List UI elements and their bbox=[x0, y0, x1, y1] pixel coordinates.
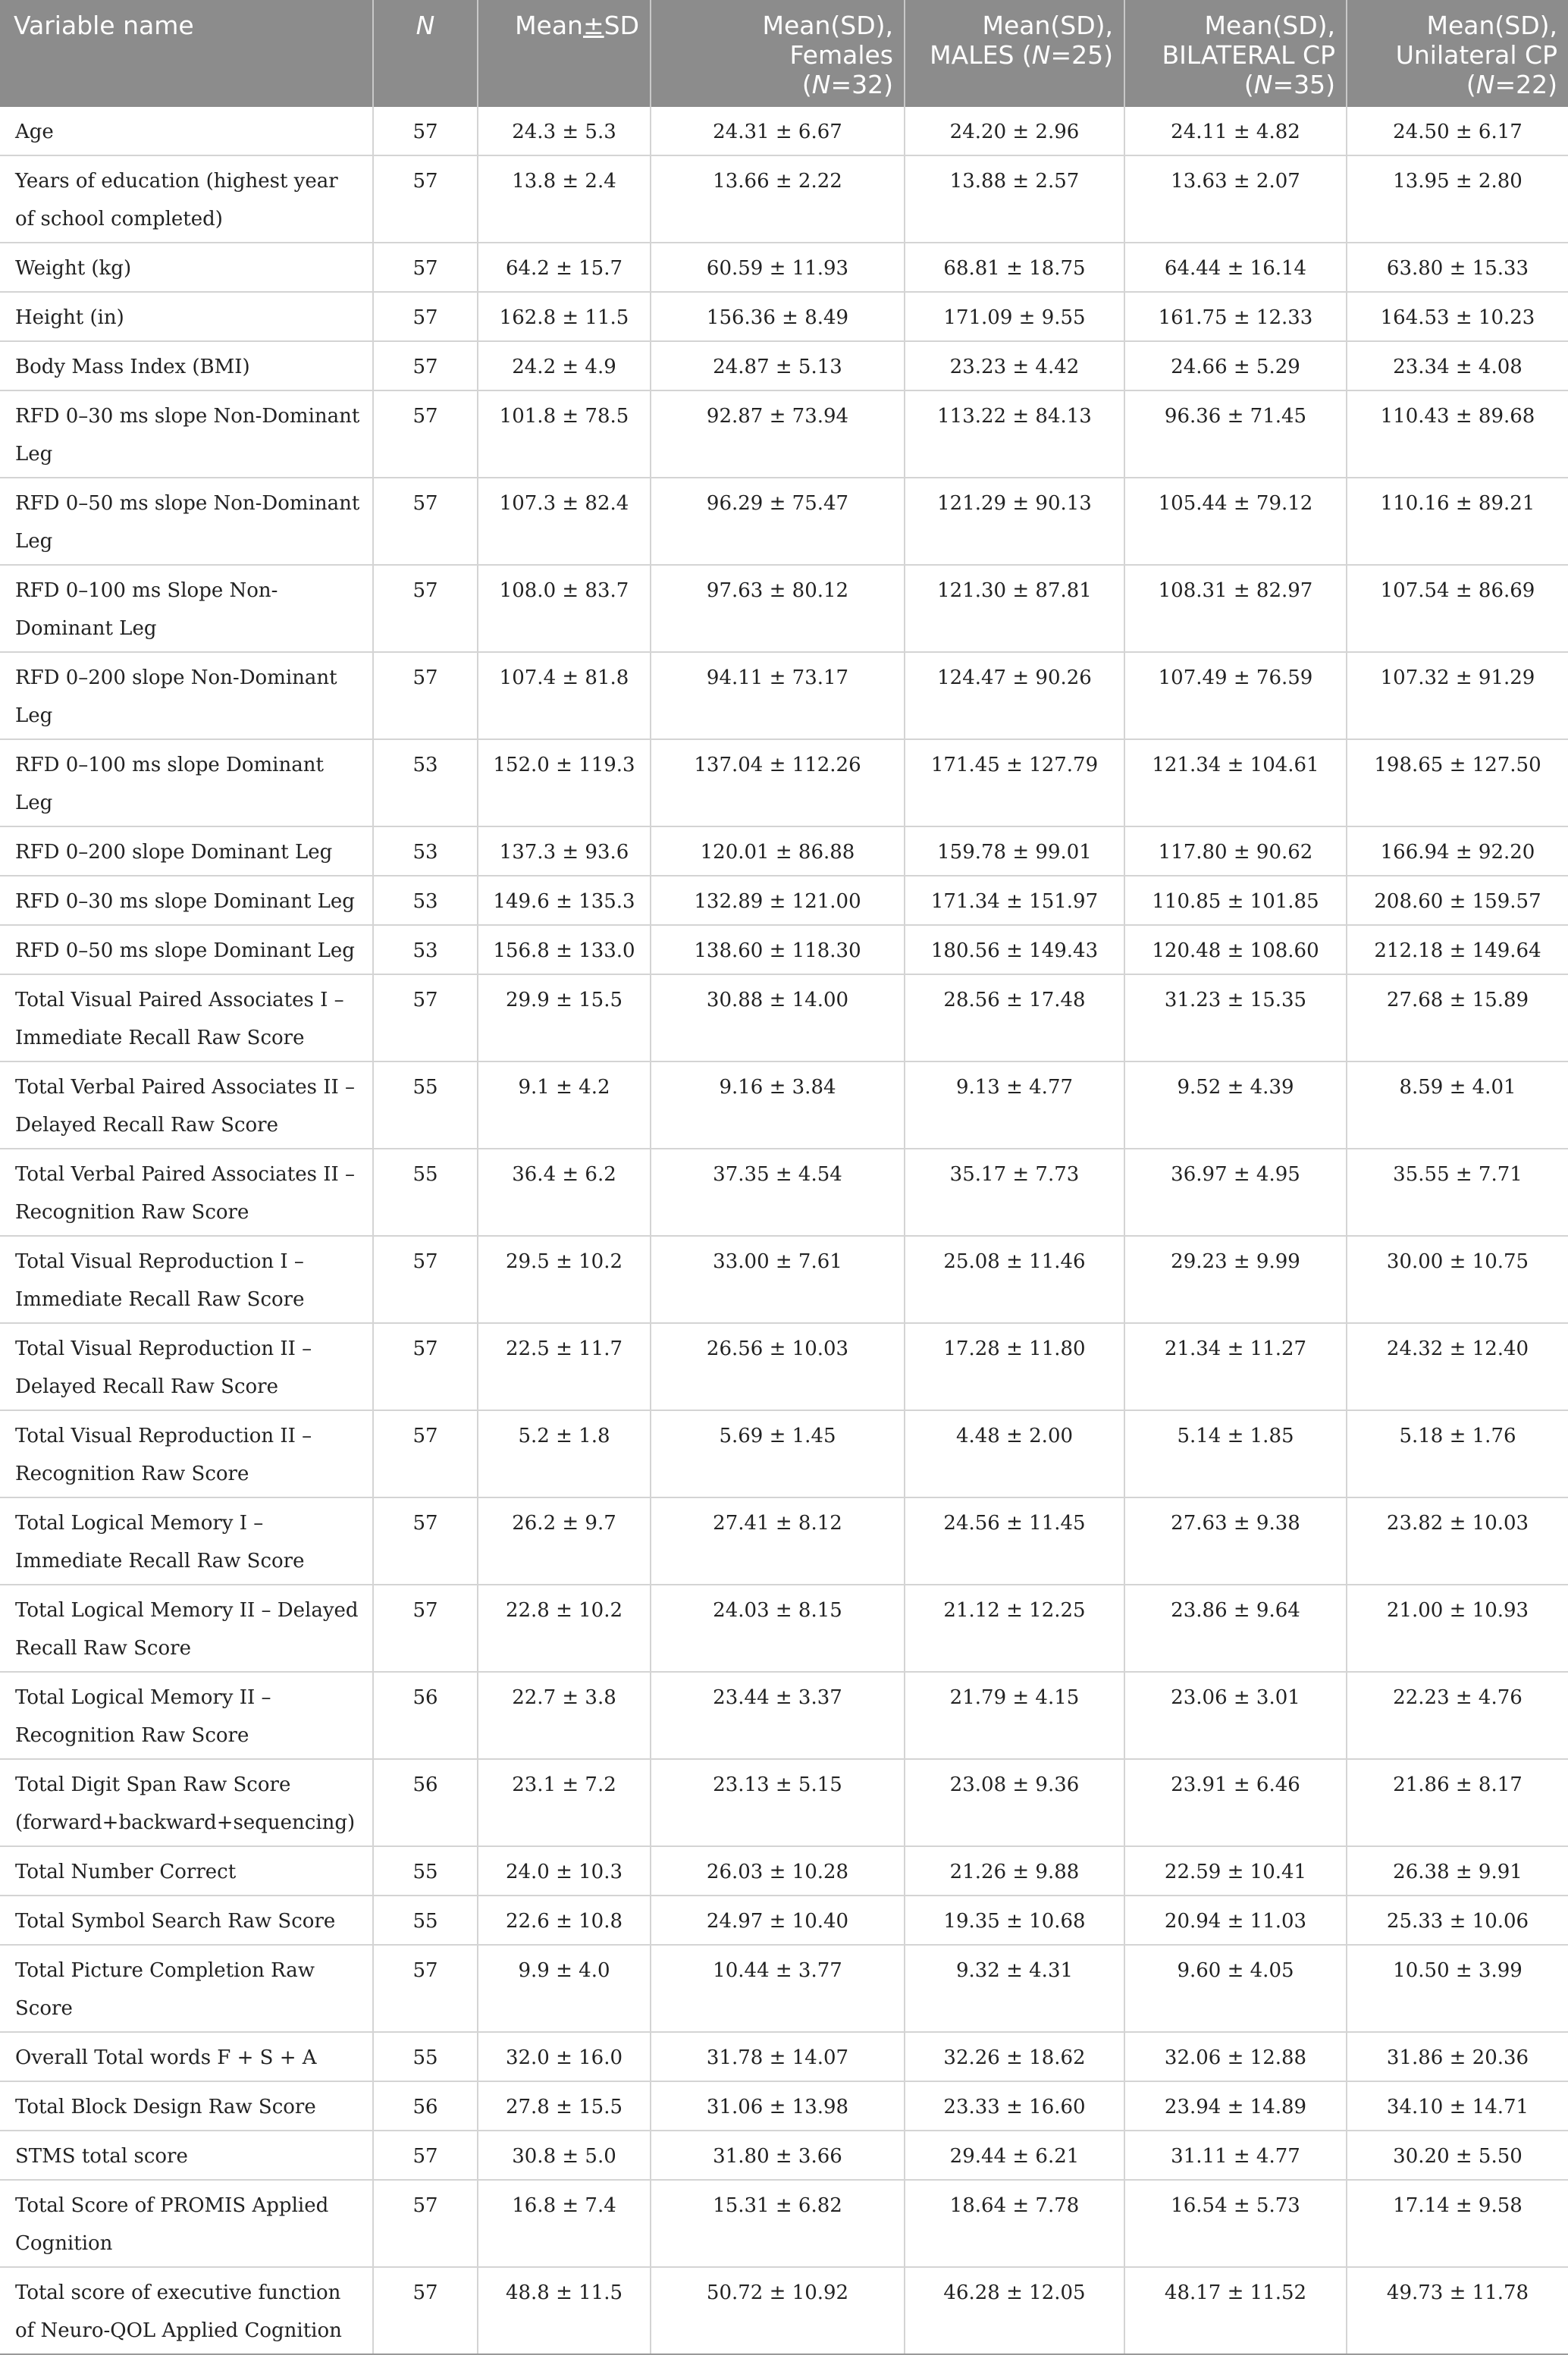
mean-sd-cell: 9.1 ± 4.2 bbox=[478, 1061, 651, 1149]
bilateral-cp-cell: 13.63 ± 2.07 bbox=[1124, 155, 1347, 243]
unilateral-cp-cell: 30.00 ± 10.75 bbox=[1347, 1236, 1568, 1323]
header-unilateral-line1: Mean(SD), bbox=[1426, 11, 1557, 40]
table-row bbox=[0, 1323, 1568, 1410]
n-cell: 57 bbox=[373, 2180, 478, 2267]
males-cell: 23.23 ± 4.42 bbox=[905, 341, 1124, 390]
variable-name-cell: Height (in) bbox=[0, 292, 373, 341]
mean-sd-cell: 9.9 ± 4.0 bbox=[478, 1945, 651, 2032]
mean-sd-cell: 22.6 ± 10.8 bbox=[478, 1896, 651, 1945]
unilateral-cp-cell: 23.34 ± 4.08 bbox=[1347, 341, 1568, 390]
unilateral-cp-cell: 31.86 ± 20.36 bbox=[1347, 2032, 1568, 2081]
n-cell: 57 bbox=[373, 2131, 478, 2180]
n-cell: 57 bbox=[373, 974, 478, 1061]
variable-name-cell: STMS total score bbox=[0, 2131, 373, 2180]
females-cell: 27.41 ± 8.12 bbox=[651, 1497, 905, 1585]
unilateral-cp-cell: 8.59 ± 4.01 bbox=[1347, 1061, 1568, 1149]
n-cell: 57 bbox=[373, 1410, 478, 1497]
n-cell: 57 bbox=[373, 292, 478, 341]
variable-name-cell: RFD 0–50 ms slope Dominant Leg bbox=[0, 925, 373, 974]
bilateral-cp-cell: 36.97 ± 4.95 bbox=[1124, 1149, 1347, 1236]
header-males bbox=[905, 0, 1124, 107]
mean-sd-cell: 107.4 ± 81.8 bbox=[478, 652, 651, 739]
males-cell: 171.09 ± 9.55 bbox=[905, 292, 1124, 341]
bilateral-cp-cell: 161.75 ± 12.33 bbox=[1124, 292, 1347, 341]
males-cell: 35.17 ± 7.73 bbox=[905, 1149, 1124, 1236]
bilateral-cp-cell: 9.60 ± 4.05 bbox=[1124, 1945, 1347, 2032]
header-females-line1: Mean(SD), bbox=[762, 11, 893, 40]
males-cell: 21.26 ± 9.88 bbox=[905, 1846, 1124, 1896]
mean-sd-cell: 27.8 ± 15.5 bbox=[478, 2081, 651, 2131]
females-cell: 15.31 ± 6.82 bbox=[651, 2180, 905, 2267]
table-row bbox=[0, 925, 1568, 974]
males-cell: 121.29 ± 90.13 bbox=[905, 478, 1124, 565]
unilateral-cp-cell: 49.73 ± 11.78 bbox=[1347, 2267, 1568, 2354]
variable-name-cell: Total Digit Span Raw Score (forward+backward+sequencing) bbox=[0, 1759, 373, 1846]
variable-name-cell: Years of education (highest year of school completed) bbox=[0, 155, 373, 243]
females-cell: 5.69 ± 1.45 bbox=[651, 1410, 905, 1497]
mean-sd-cell: 149.6 ± 135.3 bbox=[478, 876, 651, 925]
males-cell: 68.81 ± 18.75 bbox=[905, 243, 1124, 292]
males-cell: 23.08 ± 9.36 bbox=[905, 1759, 1124, 1846]
bilateral-cp-cell: 31.23 ± 15.35 bbox=[1124, 974, 1347, 1061]
mean-sd-cell: 64.2 ± 15.7 bbox=[478, 243, 651, 292]
females-cell: 31.78 ± 14.07 bbox=[651, 2032, 905, 2081]
table-row bbox=[0, 243, 1568, 292]
n-cell: 57 bbox=[373, 243, 478, 292]
header-variable-name-text: Variable name bbox=[14, 11, 194, 40]
n-cell: 57 bbox=[373, 155, 478, 243]
males-cell: 18.64 ± 7.78 bbox=[905, 2180, 1124, 2267]
mean-sd-cell: 26.2 ± 9.7 bbox=[478, 1497, 651, 1585]
n-cell: 57 bbox=[373, 652, 478, 739]
table-row bbox=[0, 652, 1568, 739]
males-cell: 171.34 ± 151.97 bbox=[905, 876, 1124, 925]
males-cell: 121.30 ± 87.81 bbox=[905, 565, 1124, 652]
bilateral-cp-cell: 5.14 ± 1.85 bbox=[1124, 1410, 1347, 1497]
header-bilateral-line1: Mean(SD), bbox=[1204, 11, 1335, 40]
unilateral-cp-cell: 26.38 ± 9.91 bbox=[1347, 1846, 1568, 1896]
mean-sd-cell: 30.8 ± 5.0 bbox=[478, 2131, 651, 2180]
males-cell: 17.28 ± 11.80 bbox=[905, 1323, 1124, 1410]
unilateral-cp-cell: 21.86 ± 8.17 bbox=[1347, 1759, 1568, 1846]
header-females-line2: Females bbox=[789, 40, 893, 70]
females-cell: 13.66 ± 2.22 bbox=[651, 155, 905, 243]
males-cell: 4.48 ± 2.00 bbox=[905, 1410, 1124, 1497]
unilateral-cp-cell: 110.16 ± 89.21 bbox=[1347, 478, 1568, 565]
mean-sd-cell: 13.8 ± 2.4 bbox=[478, 155, 651, 243]
mean-sd-cell: 5.2 ± 1.8 bbox=[478, 1410, 651, 1497]
table-body bbox=[0, 107, 1568, 2354]
unilateral-cp-cell: 212.18 ± 149.64 bbox=[1347, 925, 1568, 974]
mean-sd-cell: 137.3 ± 93.6 bbox=[478, 826, 651, 876]
males-cell: 21.79 ± 4.15 bbox=[905, 1672, 1124, 1759]
unilateral-cp-cell: 34.10 ± 14.71 bbox=[1347, 2081, 1568, 2131]
mean-sd-cell: 152.0 ± 119.3 bbox=[478, 739, 651, 826]
males-cell: 46.28 ± 12.05 bbox=[905, 2267, 1124, 2354]
n-cell: 55 bbox=[373, 1896, 478, 1945]
mean-sd-cell: 48.8 ± 11.5 bbox=[478, 2267, 651, 2354]
variable-name-cell: Total Visual Reproduction II – Delayed Recall Raw Score bbox=[0, 1323, 373, 1410]
mean-sd-cell: 22.7 ± 3.8 bbox=[478, 1672, 651, 1759]
unilateral-cp-cell: 27.68 ± 15.89 bbox=[1347, 974, 1568, 1061]
table-row bbox=[0, 739, 1568, 826]
unilateral-cp-cell: 24.50 ± 6.17 bbox=[1347, 107, 1568, 155]
table-row bbox=[0, 155, 1568, 243]
females-cell: 156.36 ± 8.49 bbox=[651, 292, 905, 341]
variable-name-cell: Age bbox=[0, 107, 373, 155]
females-cell: 24.87 ± 5.13 bbox=[651, 341, 905, 390]
header-sd-text: SD bbox=[604, 11, 639, 40]
bilateral-cp-cell: 23.94 ± 14.89 bbox=[1124, 2081, 1347, 2131]
table-row bbox=[0, 292, 1568, 341]
n-cell: 55 bbox=[373, 1061, 478, 1149]
variable-name-cell: Total Visual Reproduction II – Recognition Raw Score bbox=[0, 1410, 373, 1497]
bilateral-cp-cell: 96.36 ± 71.45 bbox=[1124, 390, 1347, 478]
table-row bbox=[0, 2180, 1568, 2267]
header-bilateral-n: N bbox=[1253, 70, 1273, 99]
header-unilateral-paren: ( bbox=[1466, 70, 1476, 99]
n-cell: 55 bbox=[373, 2032, 478, 2081]
table-row bbox=[0, 565, 1568, 652]
table-row bbox=[0, 1497, 1568, 1585]
n-cell: 57 bbox=[373, 565, 478, 652]
n-cell: 53 bbox=[373, 826, 478, 876]
header-bilateral-paren: ( bbox=[1243, 70, 1254, 99]
table-row bbox=[0, 1672, 1568, 1759]
bilateral-cp-cell: 23.91 ± 6.46 bbox=[1124, 1759, 1347, 1846]
males-cell: 113.22 ± 84.13 bbox=[905, 390, 1124, 478]
variable-name-cell: Overall Total words F + S + A bbox=[0, 2032, 373, 2081]
males-cell: 29.44 ± 6.21 bbox=[905, 2131, 1124, 2180]
header-n-text: N bbox=[416, 11, 435, 40]
variable-name-cell: Total Symbol Search Raw Score bbox=[0, 1896, 373, 1945]
table-row bbox=[0, 1759, 1568, 1846]
table-row bbox=[0, 1945, 1568, 2032]
mean-sd-cell: 108.0 ± 83.7 bbox=[478, 565, 651, 652]
header-row bbox=[0, 0, 1568, 107]
n-cell: 55 bbox=[373, 1149, 478, 1236]
variable-name-cell: Total Logical Memory I – Immediate Recall Raw Score bbox=[0, 1497, 373, 1585]
females-cell: 132.89 ± 121.00 bbox=[651, 876, 905, 925]
females-cell: 138.60 ± 118.30 bbox=[651, 925, 905, 974]
females-cell: 31.80 ± 3.66 bbox=[651, 2131, 905, 2180]
table-row bbox=[0, 826, 1568, 876]
n-cell: 55 bbox=[373, 1846, 478, 1896]
mean-sd-cell: 22.5 ± 11.7 bbox=[478, 1323, 651, 1410]
mean-sd-cell: 24.3 ± 5.3 bbox=[478, 107, 651, 155]
n-cell: 57 bbox=[373, 107, 478, 155]
unilateral-cp-cell: 30.20 ± 5.50 bbox=[1347, 2131, 1568, 2180]
mean-sd-cell: 24.0 ± 10.3 bbox=[478, 1846, 651, 1896]
unilateral-cp-cell: 107.54 ± 86.69 bbox=[1347, 565, 1568, 652]
males-cell: 9.13 ± 4.77 bbox=[905, 1061, 1124, 1149]
unilateral-cp-cell: 22.23 ± 4.76 bbox=[1347, 1672, 1568, 1759]
n-cell: 57 bbox=[373, 2267, 478, 2354]
n-cell: 57 bbox=[373, 478, 478, 565]
unilateral-cp-cell: 63.80 ± 15.33 bbox=[1347, 243, 1568, 292]
mean-sd-cell: 156.8 ± 133.0 bbox=[478, 925, 651, 974]
bilateral-cp-cell: 117.80 ± 90.62 bbox=[1124, 826, 1347, 876]
header-unilateral-cp bbox=[1347, 0, 1568, 107]
header-unilateral-count: =22) bbox=[1494, 70, 1557, 99]
males-cell: 19.35 ± 10.68 bbox=[905, 1896, 1124, 1945]
males-cell: 180.56 ± 149.43 bbox=[905, 925, 1124, 974]
males-cell: 159.78 ± 99.01 bbox=[905, 826, 1124, 876]
variable-name-cell: Weight (kg) bbox=[0, 243, 373, 292]
variable-name-cell: Total Logical Memory II – Recognition Raw Score bbox=[0, 1672, 373, 1759]
table-row bbox=[0, 2267, 1568, 2354]
males-cell: 13.88 ± 2.57 bbox=[905, 155, 1124, 243]
unilateral-cp-cell: 164.53 ± 10.23 bbox=[1347, 292, 1568, 341]
females-cell: 26.03 ± 10.28 bbox=[651, 1846, 905, 1896]
variable-name-cell: Total Picture Completion Raw Score bbox=[0, 1945, 373, 2032]
females-cell: 37.35 ± 4.54 bbox=[651, 1149, 905, 1236]
females-cell: 50.72 ± 10.92 bbox=[651, 2267, 905, 2354]
bilateral-cp-cell: 48.17 ± 11.52 bbox=[1124, 2267, 1347, 2354]
header-unilateral-n: N bbox=[1475, 70, 1495, 99]
header-males-count: =25) bbox=[1050, 40, 1113, 70]
variable-name-cell: RFD 0–30 ms slope Non-Dominant Leg bbox=[0, 390, 373, 478]
females-cell: 137.04 ± 112.26 bbox=[651, 739, 905, 826]
header-variable-name bbox=[0, 0, 373, 107]
mean-sd-cell: 36.4 ± 6.2 bbox=[478, 1149, 651, 1236]
unilateral-cp-cell: 21.00 ± 10.93 bbox=[1347, 1585, 1568, 1672]
females-cell: 120.01 ± 86.88 bbox=[651, 826, 905, 876]
table-row bbox=[0, 1149, 1568, 1236]
bilateral-cp-cell: 108.31 ± 82.97 bbox=[1124, 565, 1347, 652]
variable-name-cell: Total score of executive function of Neuro-QOL Applied Cognition bbox=[0, 2267, 373, 2354]
females-cell: 60.59 ± 11.93 bbox=[651, 243, 905, 292]
header-males-n: N bbox=[1031, 40, 1051, 70]
variable-name-cell: Total Score of PROMIS Applied Cognition bbox=[0, 2180, 373, 2267]
table-row bbox=[0, 1846, 1568, 1896]
header-females-n: N bbox=[811, 70, 831, 99]
table-row bbox=[0, 1061, 1568, 1149]
bilateral-cp-cell: 120.48 ± 108.60 bbox=[1124, 925, 1347, 974]
males-cell: 21.12 ± 12.25 bbox=[905, 1585, 1124, 1672]
n-cell: 56 bbox=[373, 2081, 478, 2131]
unilateral-cp-cell: 110.43 ± 89.68 bbox=[1347, 390, 1568, 478]
bilateral-cp-cell: 21.34 ± 11.27 bbox=[1124, 1323, 1347, 1410]
header-n bbox=[373, 0, 478, 107]
females-cell: 26.56 ± 10.03 bbox=[651, 1323, 905, 1410]
females-cell: 30.88 ± 14.00 bbox=[651, 974, 905, 1061]
n-cell: 57 bbox=[373, 390, 478, 478]
bilateral-cp-cell: 31.11 ± 4.77 bbox=[1124, 2131, 1347, 2180]
variable-name-cell: RFD 0–200 slope Dominant Leg bbox=[0, 826, 373, 876]
bilateral-cp-cell: 9.52 ± 4.39 bbox=[1124, 1061, 1347, 1149]
bilateral-cp-cell: 29.23 ± 9.99 bbox=[1124, 1236, 1347, 1323]
header-males-label: MALES ( bbox=[930, 40, 1032, 70]
males-cell: 28.56 ± 17.48 bbox=[905, 974, 1124, 1061]
mean-sd-cell: 101.8 ± 78.5 bbox=[478, 390, 651, 478]
variable-name-cell: RFD 0–50 ms slope Non-Dominant Leg bbox=[0, 478, 373, 565]
males-cell: 25.08 ± 11.46 bbox=[905, 1236, 1124, 1323]
mean-sd-cell: 22.8 ± 10.2 bbox=[478, 1585, 651, 1672]
n-cell: 53 bbox=[373, 925, 478, 974]
mean-sd-cell: 162.8 ± 11.5 bbox=[478, 292, 651, 341]
n-cell: 53 bbox=[373, 876, 478, 925]
males-cell: 124.47 ± 90.26 bbox=[905, 652, 1124, 739]
males-cell: 9.32 ± 4.31 bbox=[905, 1945, 1124, 2032]
unilateral-cp-cell: 25.33 ± 10.06 bbox=[1347, 1896, 1568, 1945]
table-row bbox=[0, 1236, 1568, 1323]
n-cell: 57 bbox=[373, 1585, 478, 1672]
mean-sd-cell: 29.5 ± 10.2 bbox=[478, 1236, 651, 1323]
males-cell: 24.20 ± 2.96 bbox=[905, 107, 1124, 155]
header-unilateral-line2: Unilateral CP bbox=[1395, 40, 1557, 70]
n-cell: 56 bbox=[373, 1672, 478, 1759]
males-cell: 171.45 ± 127.79 bbox=[905, 739, 1124, 826]
variable-name-cell: Total Block Design Raw Score bbox=[0, 2081, 373, 2131]
females-cell: 23.13 ± 5.15 bbox=[651, 1759, 905, 1846]
mean-sd-cell: 23.1 ± 7.2 bbox=[478, 1759, 651, 1846]
bilateral-cp-cell: 22.59 ± 10.41 bbox=[1124, 1846, 1347, 1896]
unilateral-cp-cell: 107.32 ± 91.29 bbox=[1347, 652, 1568, 739]
males-cell: 32.26 ± 18.62 bbox=[905, 2032, 1124, 2081]
unilateral-cp-cell: 13.95 ± 2.80 bbox=[1347, 155, 1568, 243]
variable-name-cell: Total Logical Memory II – Delayed Recall Raw Score bbox=[0, 1585, 373, 1672]
females-cell: 10.44 ± 3.77 bbox=[651, 1945, 905, 2032]
unilateral-cp-cell: 35.55 ± 7.71 bbox=[1347, 1149, 1568, 1236]
variable-name-cell: Total Visual Paired Associates I – Immediate Recall Raw Score bbox=[0, 974, 373, 1061]
bilateral-cp-cell: 16.54 ± 5.73 bbox=[1124, 2180, 1347, 2267]
header-males-line1: Mean(SD), bbox=[982, 11, 1113, 40]
table-row bbox=[0, 1410, 1568, 1497]
header-plus-minus: ± bbox=[582, 11, 604, 40]
females-cell: 23.44 ± 3.37 bbox=[651, 1672, 905, 1759]
variable-name-cell: RFD 0–100 ms Slope Non-Dominant Leg bbox=[0, 565, 373, 652]
bilateral-cp-cell: 121.34 ± 104.61 bbox=[1124, 739, 1347, 826]
variable-name-cell: RFD 0–100 ms slope Dominant Leg bbox=[0, 739, 373, 826]
unilateral-cp-cell: 166.94 ± 92.20 bbox=[1347, 826, 1568, 876]
mean-sd-cell: 29.9 ± 15.5 bbox=[478, 974, 651, 1061]
header-females-paren: ( bbox=[801, 70, 812, 99]
n-cell: 56 bbox=[373, 1759, 478, 1846]
header-bilateral-cp bbox=[1124, 0, 1347, 107]
unilateral-cp-cell: 208.60 ± 159.57 bbox=[1347, 876, 1568, 925]
mean-sd-cell: 24.2 ± 4.9 bbox=[478, 341, 651, 390]
females-cell: 97.63 ± 80.12 bbox=[651, 565, 905, 652]
bilateral-cp-cell: 105.44 ± 79.12 bbox=[1124, 478, 1347, 565]
unilateral-cp-cell: 5.18 ± 1.76 bbox=[1347, 1410, 1568, 1497]
n-cell: 57 bbox=[373, 1945, 478, 2032]
females-cell: 24.31 ± 6.67 bbox=[651, 107, 905, 155]
variable-name-cell: Body Mass Index (BMI) bbox=[0, 341, 373, 390]
header-bilateral-count: =35) bbox=[1272, 70, 1335, 99]
bilateral-cp-cell: 23.06 ± 3.01 bbox=[1124, 1672, 1347, 1759]
females-cell: 24.97 ± 10.40 bbox=[651, 1896, 905, 1945]
bilateral-cp-cell: 107.49 ± 76.59 bbox=[1124, 652, 1347, 739]
bilateral-cp-cell: 23.86 ± 9.64 bbox=[1124, 1585, 1347, 1672]
unilateral-cp-cell: 24.32 ± 12.40 bbox=[1347, 1323, 1568, 1410]
females-cell: 24.03 ± 8.15 bbox=[651, 1585, 905, 1672]
bilateral-cp-cell: 110.85 ± 101.85 bbox=[1124, 876, 1347, 925]
table-row bbox=[0, 876, 1568, 925]
table-row bbox=[0, 2032, 1568, 2081]
variable-name-cell: Total Verbal Paired Associates II – Recognition Raw Score bbox=[0, 1149, 373, 1236]
n-cell: 57 bbox=[373, 1497, 478, 1585]
unilateral-cp-cell: 17.14 ± 9.58 bbox=[1347, 2180, 1568, 2267]
unilateral-cp-cell: 10.50 ± 3.99 bbox=[1347, 1945, 1568, 2032]
table-header bbox=[0, 0, 1568, 107]
header-females bbox=[651, 0, 905, 107]
header-mean-sd bbox=[478, 0, 651, 107]
variable-name-cell: RFD 0–30 ms slope Dominant Leg bbox=[0, 876, 373, 925]
females-cell: 9.16 ± 3.84 bbox=[651, 1061, 905, 1149]
mean-sd-cell: 107.3 ± 82.4 bbox=[478, 478, 651, 565]
bilateral-cp-cell: 32.06 ± 12.88 bbox=[1124, 2032, 1347, 2081]
males-cell: 23.33 ± 16.60 bbox=[905, 2081, 1124, 2131]
table-row bbox=[0, 390, 1568, 478]
header-bilateral-line2: BILATERAL CP bbox=[1162, 40, 1335, 70]
table-row bbox=[0, 974, 1568, 1061]
n-cell: 57 bbox=[373, 341, 478, 390]
n-cell: 57 bbox=[373, 1236, 478, 1323]
n-cell: 53 bbox=[373, 739, 478, 826]
table-row bbox=[0, 1896, 1568, 1945]
bilateral-cp-cell: 24.66 ± 5.29 bbox=[1124, 341, 1347, 390]
variable-name-cell: Total Verbal Paired Associates II – Delayed Recall Raw Score bbox=[0, 1061, 373, 1149]
bilateral-cp-cell: 64.44 ± 16.14 bbox=[1124, 243, 1347, 292]
females-cell: 31.06 ± 13.98 bbox=[651, 2081, 905, 2131]
variable-name-cell: Total Visual Reproduction I – Immediate Recall Raw Score bbox=[0, 1236, 373, 1323]
unilateral-cp-cell: 23.82 ± 10.03 bbox=[1347, 1497, 1568, 1585]
females-cell: 92.87 ± 73.94 bbox=[651, 390, 905, 478]
n-cell: 57 bbox=[373, 1323, 478, 1410]
bilateral-cp-cell: 27.63 ± 9.38 bbox=[1124, 1497, 1347, 1585]
header-mean-text: Mean bbox=[515, 11, 583, 40]
bilateral-cp-cell: 24.11 ± 4.82 bbox=[1124, 107, 1347, 155]
females-cell: 94.11 ± 73.17 bbox=[651, 652, 905, 739]
females-cell: 33.00 ± 7.61 bbox=[651, 1236, 905, 1323]
table-row bbox=[0, 1585, 1568, 1672]
table-row bbox=[0, 2081, 1568, 2131]
variable-name-cell: RFD 0–200 slope Non-Dominant Leg bbox=[0, 652, 373, 739]
table-row bbox=[0, 107, 1568, 155]
table-row bbox=[0, 341, 1568, 390]
mean-sd-cell: 16.8 ± 7.4 bbox=[478, 2180, 651, 2267]
header-females-count: =32) bbox=[830, 70, 893, 99]
table-row bbox=[0, 478, 1568, 565]
unilateral-cp-cell: 198.65 ± 127.50 bbox=[1347, 739, 1568, 826]
mean-sd-cell: 32.0 ± 16.0 bbox=[478, 2032, 651, 2081]
bilateral-cp-cell: 20.94 ± 11.03 bbox=[1124, 1896, 1347, 1945]
variable-name-cell: Total Number Correct bbox=[0, 1846, 373, 1896]
males-cell: 24.56 ± 11.45 bbox=[905, 1497, 1124, 1585]
females-cell: 96.29 ± 75.47 bbox=[651, 478, 905, 565]
table-row bbox=[0, 2131, 1568, 2180]
